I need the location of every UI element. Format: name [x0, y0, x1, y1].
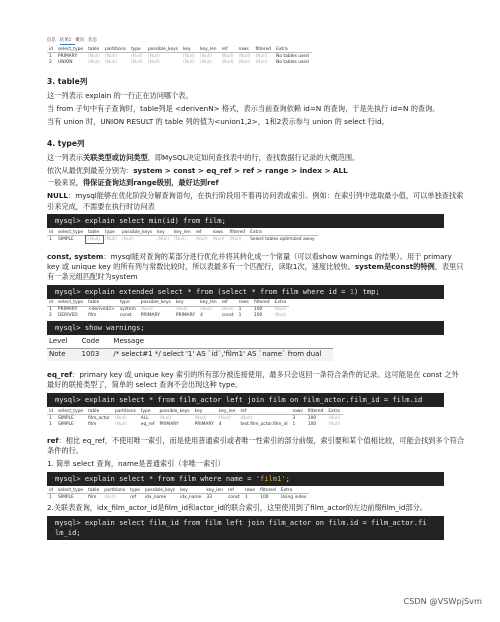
table-cell: (Null): [104, 494, 117, 500]
paragraph: 这一列表示 explain 的一行正在访问哪个表。: [47, 91, 193, 101]
column-header: key_len: [218, 408, 236, 414]
const-explain-result-table: [47, 300, 289, 319]
column-header: Extra: [276, 46, 288, 52]
table-cell: (Null): [105, 236, 117, 242]
table-cell: (Null): [274, 313, 287, 319]
column-header: table: [88, 300, 100, 306]
table-cell: (Null): [140, 307, 153, 313]
table-cell: No tables used: [276, 59, 309, 65]
table-cell: PRIMARY: [159, 421, 179, 427]
column-header: rows: [238, 300, 249, 306]
column-header: possible_keys: [144, 487, 176, 493]
sql-command: [47, 516, 444, 540]
text: 这一列表示: [47, 152, 83, 162]
text: ，表里只有一条元组匹配时为system: [47, 261, 464, 281]
sql-command: [47, 285, 444, 299]
table-cell: 4: [200, 313, 203, 319]
table-row: [47, 313, 289, 319]
column-header: select_type: [58, 300, 84, 306]
paragraph: 1. 简单 select 查询，name是普通索引（非唯一索引）: [47, 459, 225, 469]
sql-command: [47, 472, 444, 486]
paragraph: [47, 166, 465, 176]
column-header: id: [49, 487, 54, 493]
column-header: rows: [238, 46, 249, 52]
paragraph: 2.关联表查询，idx_film_actor_id是film_id和actor_id的联合索引，这里使用到了film_actor的左边前缀film_id部分。: [47, 503, 427, 513]
table-cell: film: [88, 313, 97, 319]
table-cell: (Null): [105, 53, 117, 59]
table-cell: eq_ref: [140, 421, 155, 427]
table-cell: SIMPLE: [58, 415, 74, 421]
table-cell: (Null): [212, 236, 225, 242]
column-header: rows: [244, 487, 256, 493]
table-cell: (Null): [274, 307, 287, 313]
table-cell: (Null): [238, 59, 251, 65]
column-header: Code: [79, 336, 111, 348]
table-cell: (Null): [238, 53, 251, 59]
text: ：相比 eq_ref，不使用唯一索引，而是使用普通索引或者唯一性索引的部分前缀，索引要和某个值相比较，可能会找到多个符合条件的行。: [47, 436, 465, 456]
column-header: id: [49, 46, 54, 52]
bold-text: system > const > eq_ref > ref > range > index > ALL: [133, 165, 348, 175]
column-header: table: [88, 229, 100, 235]
table-cell: 4: [218, 421, 222, 427]
table-cell: DERIVED: [58, 313, 78, 319]
eqref-explain-result-table: [47, 408, 343, 427]
column-header: Extra: [250, 229, 262, 235]
table-cell: 1: [49, 421, 52, 427]
table-cell: const: [119, 313, 132, 319]
table-cell: idx_name: [144, 494, 167, 500]
prompt: mysql>: [55, 474, 81, 484]
table-row: [47, 236, 318, 243]
column-header: key: [175, 300, 184, 306]
sql-number: 1: [349, 286, 354, 296]
table-cell: (Null): [221, 307, 234, 313]
table-cell: 3: [292, 415, 296, 421]
table-cell: UNION: [58, 59, 73, 65]
bold-text: ref: [47, 436, 59, 446]
table-cell: 1: [238, 307, 242, 313]
column-header: key_len: [199, 46, 217, 52]
table-cell: 100: [307, 415, 317, 421]
table-cell: (Null): [183, 53, 195, 59]
table-cell: ref: [130, 494, 137, 500]
column-header: select_type: [58, 46, 84, 52]
table-cell: 1: [49, 415, 52, 421]
table-cell: 2: [49, 59, 52, 65]
column-header: Level: [47, 336, 79, 348]
bold-text: 得保证查询达到range级别，最好达到ref: [82, 178, 219, 188]
table-row: [47, 494, 309, 501]
table-cell: (Null): [157, 236, 170, 242]
bold-text: const, system: [47, 251, 104, 261]
column-header: select_type: [58, 229, 84, 235]
tab-2[interactable]: 概况: [75, 38, 85, 43]
table-cell: (Null): [114, 415, 127, 421]
ref-explain-result-table: [47, 487, 309, 500]
paragraph: [47, 252, 465, 283]
column-header: partitions: [114, 408, 136, 414]
warnings-table: [47, 336, 333, 361]
column-header: filtered: [260, 487, 276, 493]
table-cell: const: [227, 494, 240, 500]
column-header: type: [130, 46, 141, 52]
prompt: mysql>: [55, 518, 81, 528]
table-cell: PRIMARY: [58, 307, 78, 313]
column-header: rows: [212, 229, 223, 235]
table-row: [47, 421, 343, 427]
table-cell: 1003: [79, 349, 111, 361]
column-header: type: [105, 229, 115, 235]
sql-text: explain extended select * from (select * from film where id =: [84, 286, 350, 296]
column-header: possible_keys: [159, 408, 190, 414]
column-header: partitions: [104, 487, 126, 493]
sql-command: [47, 214, 444, 228]
column-header: key_len: [174, 229, 191, 235]
min-explain-result-table: [47, 229, 318, 242]
paragraph: [47, 191, 465, 211]
table-cell: (Null): [147, 59, 160, 65]
paragraph: [47, 153, 465, 163]
sql-text: explain select * from film where name =: [84, 474, 256, 484]
table-cell: (Null): [195, 236, 208, 242]
paragraph: [47, 436, 465, 456]
table-cell: (Null): [174, 236, 186, 242]
sql-text: explain select * from film_actor left join film on film_actor.film_id = film.id: [84, 394, 423, 404]
prompt: mysql>: [55, 323, 81, 332]
table-cell: 100: [253, 313, 263, 319]
column-header: ref: [240, 408, 247, 414]
section-heading-table: 3. table列: [47, 77, 88, 87]
table-cell: 100: [307, 421, 317, 427]
table-cell: Note: [47, 349, 79, 361]
column-header: id: [49, 229, 54, 235]
table-cell: (Null): [255, 53, 268, 59]
table-cell: (Null): [240, 415, 253, 421]
column-header: possible_keys: [140, 300, 171, 306]
table-cell: (Null): [221, 59, 234, 65]
text: ：mysql能够在优化阶段分解查询语句，在执行阶段用不着再访问表或索引。例如：在索引列中选取最小值，可以单独查找索引来完成，不需要在执行时访问表: [47, 191, 464, 211]
prompt: mysql>: [55, 216, 81, 226]
table-cell: 1: [238, 313, 242, 319]
column-header: ref: [221, 300, 228, 306]
table-cell: (Null): [229, 236, 242, 242]
table-cell: No tables used: [276, 53, 309, 59]
text: ：mysql能对查询的某部分进行优化并将其转化成一个常量（可以看show warnings 的结果）。用于 primary key 或 unique key 的所有列与常数比较时，所以表最多有一个匹配行，读取1次，速度比较快。: [47, 251, 452, 271]
column-header: Extra: [280, 487, 293, 493]
table-cell: Select tables optimized away: [250, 236, 315, 242]
prompt: mysql>: [55, 394, 81, 404]
column-header: type: [140, 408, 151, 414]
table-cell: film: [88, 494, 97, 500]
table-cell: SIMPLE: [58, 494, 74, 500]
table-cell: (Null): [175, 307, 188, 313]
table-cell: 100: [253, 307, 263, 313]
column-header: Message: [111, 336, 333, 348]
table-cell: PRIMARY: [140, 313, 160, 319]
column-header: id: [49, 300, 54, 306]
table-cell: (Null): [159, 415, 172, 421]
sql-command: [47, 321, 444, 335]
table-cell: (Null): [183, 59, 195, 65]
tab-1[interactable]: 结果1: [60, 38, 76, 45]
table-cell: (Null): [88, 59, 101, 65]
bold-text: 关联类型或访问类型: [82, 152, 148, 162]
table-cell: (Null): [121, 236, 134, 242]
table-cell: (Null): [86, 236, 103, 243]
table-cell: (Null): [199, 53, 212, 59]
column-header: filtered: [307, 408, 324, 414]
table-cell: SIMPLE: [58, 421, 74, 427]
table-cell: 1: [292, 421, 296, 427]
column-header: table: [88, 46, 100, 52]
table-cell: 1: [49, 307, 52, 313]
table-cell: film: [88, 421, 97, 427]
column-header: ref: [221, 46, 228, 52]
section-heading-type: 4. type列: [47, 139, 85, 149]
column-header: rows: [292, 408, 303, 414]
tab-0[interactable]: 信息: [47, 38, 56, 43]
sql-text: explain select film_id from film left join film_actor on film.id = film_actor.fi: [84, 518, 427, 528]
column-header: ref: [227, 487, 234, 493]
table-cell: ALL: [140, 415, 149, 421]
column-header: id: [49, 408, 54, 414]
table-cell: (Null): [105, 59, 117, 65]
column-header: type: [130, 487, 140, 493]
table-cell: (Null): [130, 59, 143, 65]
sql-text: explain select min(id) from film;: [84, 216, 226, 226]
bold-text: eq_ref: [47, 369, 73, 379]
text: 一般来说，: [47, 178, 83, 188]
paragraph: [47, 178, 465, 188]
bold-text: NULL: [47, 191, 69, 201]
bold-text: system是const的特例: [354, 261, 435, 271]
column-header: possible_keys: [147, 46, 179, 52]
paragraph: [47, 370, 465, 390]
column-header: possible_keys: [121, 229, 153, 235]
table-cell: (Null): [114, 421, 127, 427]
table-cell: SIMPLE: [58, 236, 74, 242]
sql-text: ;: [285, 474, 290, 484]
table-cell: 1: [244, 494, 248, 500]
column-header: key: [194, 408, 203, 414]
table-cell: idx_name: [180, 494, 202, 500]
table-cell: PRIMARY: [175, 313, 196, 319]
column-header: type: [119, 300, 130, 306]
column-header: Extra: [328, 408, 340, 414]
tab-3[interactable]: 状态: [88, 38, 97, 43]
table-cell: PRIMARY: [194, 421, 214, 427]
table-cell: (Null): [194, 415, 207, 421]
table-cell: (Null): [221, 53, 234, 59]
column-header: table: [88, 408, 100, 414]
text: 依次从最优到最差分别为：: [47, 165, 134, 175]
sql-text: ) tmp;: [353, 286, 380, 296]
column-header: key_len: [200, 300, 217, 306]
table-cell: PRIMARY: [58, 53, 78, 59]
table-cell: test.film_actor.film_id: [240, 421, 288, 427]
column-header: select_type: [58, 487, 84, 493]
column-header: key: [157, 229, 165, 235]
union-explain-result-table: [47, 46, 312, 65]
table-cell: (Null): [328, 421, 341, 427]
table-cell: (Null): [218, 415, 231, 421]
table-cell: 1: [49, 236, 52, 242]
paragraph: 当有 union 时，UNION RESULT 的 table 列的值为<union1,2>，1和2表示参与 union 的 select 行id。: [47, 116, 389, 126]
table-cell: (Null): [130, 53, 143, 59]
sql-string: 'film1': [255, 474, 286, 484]
table-cell: (Null): [255, 59, 268, 65]
column-header: partitions: [105, 46, 126, 52]
table-cell: <derived2>: [88, 307, 115, 313]
table-cell: (Null): [147, 53, 160, 59]
column-header: key: [180, 487, 188, 493]
table-cell: (Null): [200, 307, 213, 313]
table-cell: 1: [49, 494, 52, 500]
column-header: select_type: [58, 408, 84, 414]
table-cell: 100: [260, 494, 269, 500]
paragraph: 当 from 子句中有子查询时，table列是 <derivenN> 格式，表示当前查询依赖 id=N 的查询，于是先执行 id=N 的查询。: [47, 104, 440, 114]
table-cell: Using index: [280, 494, 307, 500]
table-cell: 2: [49, 313, 52, 319]
column-header: Extra: [274, 300, 287, 306]
table-cell: (Null): [328, 415, 341, 421]
text: ：primary key 或 unique key 索引的所有部分被连接使用，最多只会返回一条符合条件的记录。这可能是在 const 之外最好的联接类型了，简单的 select 查询不会出现这种 type。: [47, 369, 459, 390]
column-header: filtered: [255, 46, 272, 52]
column-header: filtered: [253, 300, 270, 306]
table-cell: system: [119, 307, 136, 313]
table-row: [47, 59, 312, 65]
prompt: mysql>: [55, 286, 81, 296]
sql-text: lm_id;: [55, 528, 81, 538]
result-tabs: [47, 38, 500, 45]
table-cell: /* select#1 */ select '1' AS `id`,'film1' AS `name` from dual: [111, 349, 333, 361]
column-header: table: [88, 487, 100, 493]
column-header: filtered: [229, 229, 246, 235]
table-cell: film_actor: [88, 415, 110, 421]
table-cell: (Null): [199, 59, 212, 65]
sql-command: [47, 393, 444, 407]
table-cell: 33: [206, 494, 212, 500]
column-header: key: [183, 46, 191, 52]
table-cell: const: [221, 313, 234, 319]
column-header: key_len: [206, 487, 223, 493]
sql-text: show warnings;: [84, 323, 145, 332]
column-header: ref: [195, 229, 202, 235]
table-cell: (Null): [88, 53, 101, 59]
text: ，即MySQL决定如何查找表中的行，查找数据行记录的大概范围。: [147, 152, 360, 162]
table-cell: 1: [49, 53, 52, 59]
watermark: CSDN @VSWpjSvm: [403, 596, 482, 607]
